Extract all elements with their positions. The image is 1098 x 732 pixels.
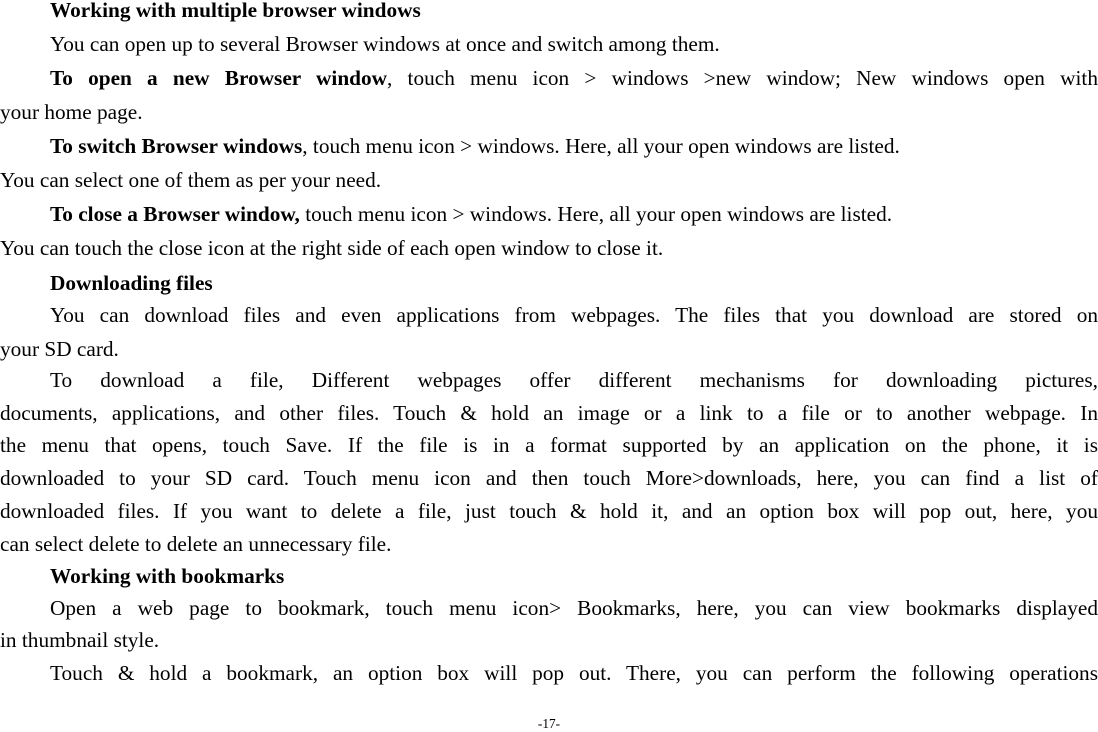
section-heading-windows: Working with multiple browser windows bbox=[50, 0, 421, 22]
close-window-paragraph-line-2: You can touch the close icon at the right side of each open window to close it. bbox=[0, 236, 664, 260]
close-window-lead: To close a Browser window, bbox=[50, 202, 300, 226]
open-window-paragraph-line-2: your home page. bbox=[0, 100, 143, 124]
open-window-lead: To open a new Browser window bbox=[50, 66, 388, 90]
bookmarks-intro-line-1: Open a web page to bookmark, touch menu icon> Bookmarks, here, you can view bookmarks displayed bbox=[50, 596, 1098, 620]
download-steps-line-3: the menu that opens, touch Save. If the file is in a format supported by an application on the phone, it is bbox=[0, 433, 1098, 457]
download-intro-line-1: You can download files and even applications from webpages. The files that you download are stored on bbox=[50, 303, 1098, 327]
open-window-paragraph-line-1 bbox=[50, 66, 1098, 90]
download-steps-line-5: downloaded files. If you want to delete a file, just touch & hold it, and an option box will pop out, here, you bbox=[0, 499, 1098, 523]
close-window-paragraph-line-1 bbox=[50, 202, 1098, 226]
windows-intro: You can open up to several Browser windows at once and switch among them. bbox=[50, 32, 720, 56]
switch-window-lead: To switch Browser windows bbox=[50, 134, 303, 158]
download-steps-line-2: documents, applications, and other files. Touch & hold an image or a link to a file or to another webpage. In bbox=[0, 401, 1098, 425]
switch-window-paragraph-line-1 bbox=[50, 134, 1098, 158]
bookmarks-options-line-1: Touch & hold a bookmark, an option box will pop out. There, you can perform the following operations bbox=[50, 661, 1098, 685]
download-steps-line-1: To download a file, Different webpages offer different mechanisms for downloading pictures, bbox=[50, 368, 1098, 392]
download-intro-line-2: your SD card. bbox=[0, 337, 119, 361]
switch-window-paragraph-line-2: You can select one of them as per your need. bbox=[0, 168, 382, 192]
bookmarks-intro-line-2: in thumbnail style. bbox=[0, 628, 160, 652]
switch-window-text: , touch menu icon > windows. Here, all your open windows are listed. bbox=[302, 134, 900, 158]
section-heading-downloading: Downloading files bbox=[50, 271, 213, 295]
open-window-text: , touch menu icon > windows >new window; New windows open with bbox=[387, 66, 1098, 90]
page-number: -17- bbox=[537, 716, 561, 731]
section-heading-bookmarks: Working with bookmarks bbox=[50, 564, 285, 588]
close-window-text: touch menu icon > windows. Here, all your open windows are listed. bbox=[299, 202, 893, 226]
download-steps-line-4: downloaded to your SD card. Touch menu icon and then touch More>downloads, here, you can find a list of bbox=[0, 466, 1098, 490]
download-steps-line-6: can select delete to delete an unnecessary file. bbox=[0, 532, 392, 556]
